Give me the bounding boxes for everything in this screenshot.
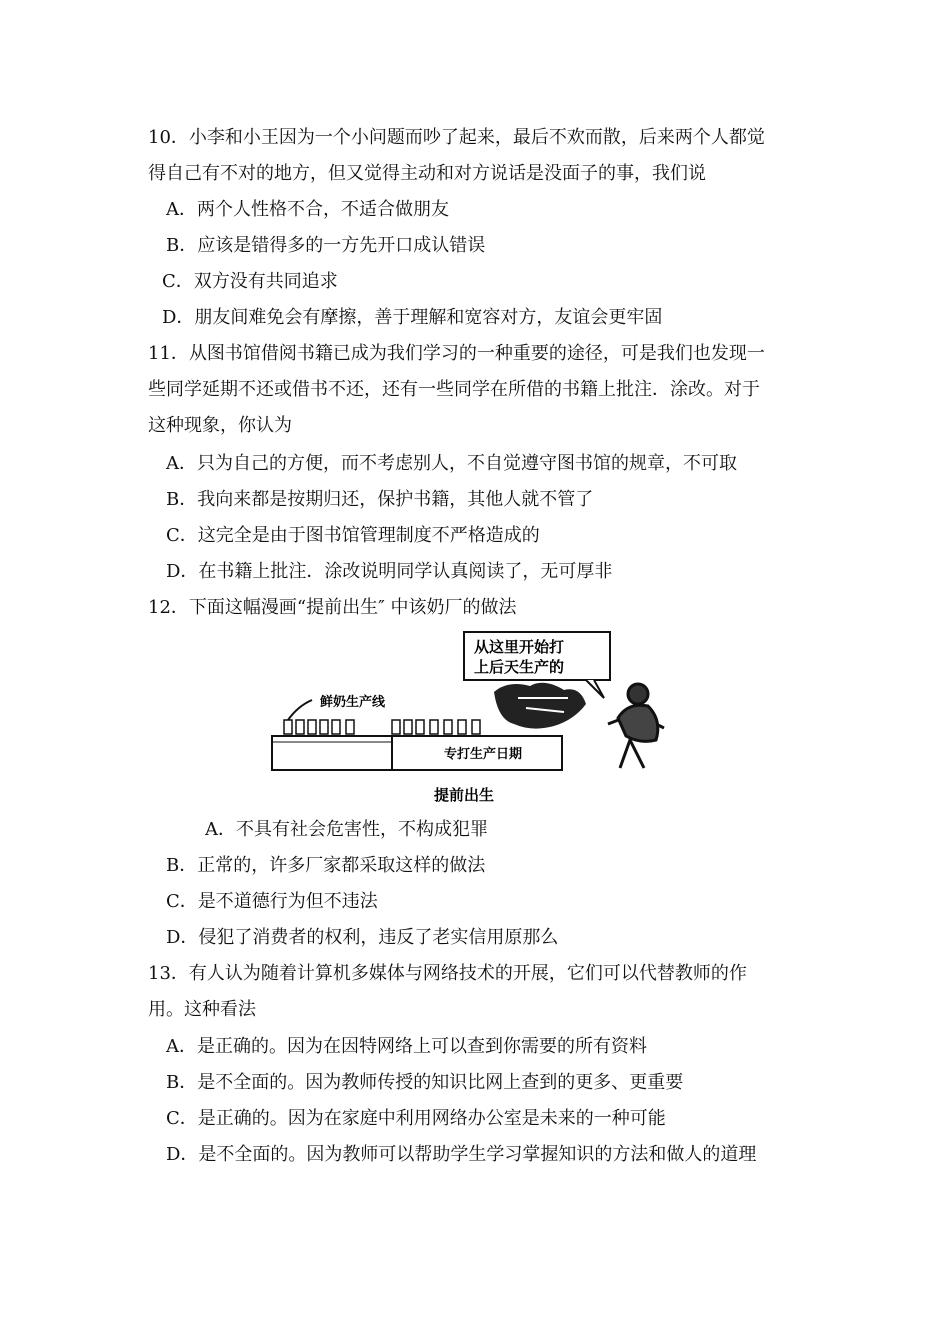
stamping-machinery	[494, 683, 586, 729]
q11-stem-line-2: 些同学延期不还或借书不还，还有一些同学在所借的书籍上批注．涂改。对于	[148, 379, 760, 400]
q13-option-c: C．是正确的。因为在家庭中利用网络办公室是未来的一种可能	[166, 1108, 666, 1129]
q11-option-d: D．在书籍上批注．涂改说明同学认真阅读了，无可厚非	[166, 561, 613, 582]
q11-option-a: A．只为自己的方便，而不考虑别人，不自觉遵守图书馆的规章，不可取	[166, 453, 737, 474]
q12-option-d: D．侵犯了消费者的权利，违反了老实信用原那么	[166, 927, 559, 948]
belt-curve	[288, 700, 312, 720]
speech-line-2: 上后天生产的	[474, 658, 565, 676]
cartoon-caption: 提前出生	[434, 786, 495, 804]
q10-option-b: B．应该是错得多的一方先开口成认错误	[166, 235, 486, 256]
q12-option-b: B．正常的，许多厂家都采取这样的做法	[166, 855, 486, 876]
q10-option-d: D．朋友间难免会有摩擦，善于理解和宽容对方，友谊会更牢固	[162, 307, 663, 328]
conveyor-left	[272, 736, 392, 770]
q11-option-c: C．这完全是由于图书馆管理制度不严格造成的	[166, 525, 540, 546]
cartoon-early-birth	[268, 628, 683, 808]
q13-option-d: D．是不全面的。因为教师可以帮助学生学习掌握知识的方法和做人的道理	[166, 1144, 757, 1165]
q13-stem-line-2: 用。这种看法	[148, 999, 256, 1020]
q11-stem-line-3: 这种现象，你认为	[148, 415, 292, 436]
q12-option-a: A．不具有社会危害性，不构成犯罪	[205, 819, 488, 840]
milk-bottles	[284, 720, 480, 734]
belt-label: 鲜奶生产线	[320, 695, 386, 710]
q10-stem-line-2: 得自己有不对的地方，但又觉得主动和对方说话是没面子的事，我们说	[148, 163, 706, 184]
q11-stem-line-1: 11．从图书馆借阅书籍已成为我们学习的一种重要的途径，可是我们也发现一	[148, 343, 765, 364]
q10-option-c: C．双方没有共同追求	[162, 271, 338, 292]
speech-bubble-tail	[586, 680, 604, 698]
q11-option-b: B．我向来都是按期归还，保护书籍，其他人就不管了	[166, 489, 594, 510]
speech-line-1: 从这里开始打	[474, 638, 565, 656]
machine-label: 专打生产日期	[444, 747, 523, 762]
q10-option-a: A．两个人性格不合，不适合做朋友	[166, 199, 449, 220]
q13-stem-line-1: 13．有人认为随着计算机多媒体与网络技术的开展，它们可以代替教师的作	[148, 963, 747, 984]
worker-figure	[608, 684, 664, 768]
q13-option-a: A．是正确的。因为在因特网络上可以查到你需要的所有资料	[166, 1036, 647, 1057]
q10-stem-line-1: 10．小李和小王因为一个小问题而吵了起来，最后不欢而散，后来两个人都觉	[148, 127, 765, 148]
q12-option-c: C．是不道德行为但不违法	[166, 891, 378, 912]
q13-option-b: B．是不全面的。因为教师传授的知识比网上查到的更多、更重要	[166, 1072, 684, 1093]
q12-stem-line-1: 12．下面这幅漫画“提前出生″ 中该奶厂的做法	[148, 597, 517, 618]
